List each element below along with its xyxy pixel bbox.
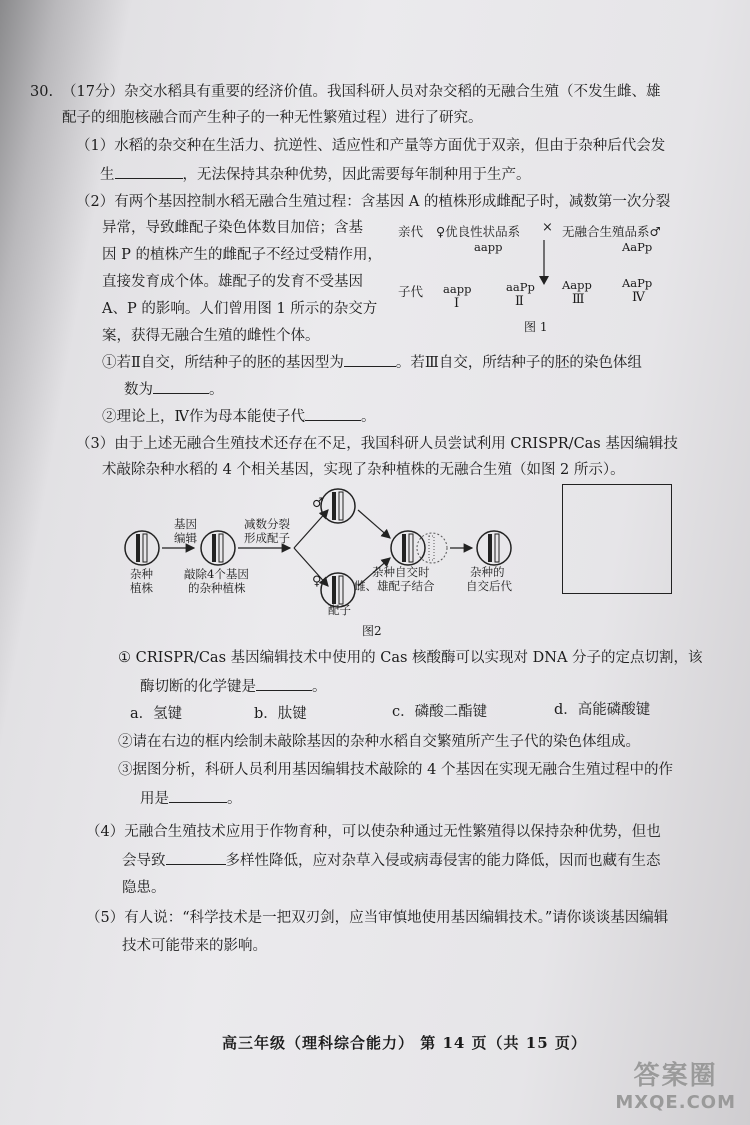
fig1-parent-label: 亲代 [398,224,424,239]
fig1-female-line: ♀优良性状品系 [436,224,521,239]
part5-line-2: 技术可能带来的影响。 [122,938,267,954]
part3-line-2: 术敲除杂种水稻的 4 个相关基因，实现了杂种植株的无融合生殖（如图 2 所示）。 [102,462,625,478]
page-footer: 高三年级（理科综合能力） 第 14 页（共 15 页） [222,1034,587,1052]
option-c: c．磷酸二酯键 [392,704,488,720]
fig2-gene-edit-label-1: 基因 [174,517,197,531]
fig2-hybrid-label-2: 植株 [130,581,153,595]
fig2-knockout-label-1: 敲除4个基因 [184,567,249,581]
site-watermark [615,1055,736,1113]
part2-q2: ②理论上，Ⅳ作为母本能使子代 。 [102,406,376,427]
option-b: b．肽键 [254,706,307,722]
fig2-selfing-label-1: 杂种自交时 [372,565,430,579]
fig2-hybrid-cell [125,531,159,565]
part2-line-4: 直接发育成个体。雄配子的发育不受基因 [102,274,363,290]
part2-q1-line-1: ①若Ⅱ自交，所结种子的胚的基因型为 。若Ⅲ自交，所结种子的胚的染色体组 [102,352,642,373]
fig1-offspring-1-number: Ⅰ [454,296,460,311]
fig1-cross-symbol: × [542,220,553,235]
part5-line-1: （5）有人说：“科学技术是一把双刃剑，应当审慎地使用基因编辑技术。”请你谈谈基因编辑 [86,910,669,926]
fig2-arrow-to-male [294,510,328,548]
part2-line-5: A、P 的影响。人们曾用图 1 所示的杂交方 [102,301,378,317]
fig1-offspring-3-genotype: Aapp [562,278,592,292]
drawing-answer-box[interactable] [562,484,672,594]
fig2-gene-edit-label-2: 编辑 [174,531,197,545]
fig1-caption: 图 1 [524,320,548,334]
fig2-arrow-male-to-zygote [358,510,390,538]
intro-line-1: （17分）杂交水稻具有重要的经济价值。我国科研人员对杂交稻的无融合生殖（不发生雌、雄 [62,84,661,100]
fig2-hybrid-label-1: 杂种 [130,567,153,581]
fig2-meiosis-label-2: 形成配子 [244,531,290,545]
part2-line-3: 因 P 的植株产生的雌配子不经过受精作用， [102,247,382,263]
part1-line-1: （1）水稻的杂交种在生活力、抗逆性、适应性和产量等方面优于双亲，但由于杂种后代会发 [76,138,666,154]
fig1-offspring-4-number: Ⅳ [632,290,645,305]
part4-line-1: （4）无融合生殖技术应用于作物育种，可以使杂种通过无性繁殖得以保持杂种优势，但也 [86,824,661,840]
answer-blank [344,352,396,367]
answer-blank [115,164,183,179]
part3-q2: ②请在右边的框内绘制未敲除基因的杂种水稻自交繁殖所产生子代的染色体组成。 [118,734,640,750]
part4-line-3: 隐患。 [122,880,166,896]
fig1-female-genotype: aapp [474,240,503,254]
answer-blank [169,788,227,803]
part3-q1-line-1: ① CRISPR/Cas 基因编辑技术中使用的 Cas 核酸酶可以实现对 DNA 分子的定点切割，该 [118,650,703,666]
answer-blank [256,676,312,691]
fig2-selfing-label-2: 雌、雄配子结合 [354,579,435,593]
part2-line-1: （2）有两个基因控制水稻无融合生殖过程：含基因 A 的植株形成雌配子时，减数第一次分裂 [76,194,671,210]
fig1-offspring-3-number: Ⅲ [572,292,585,307]
fig2-gamete-label: 配子 [328,603,351,617]
fig2-female-symbol: ♀ [312,574,322,589]
exam-page [22,0,750,1125]
fig1-arrow [537,238,551,286]
fig2-knockout-cell [201,531,235,565]
answer-blank [166,850,226,865]
fig1-male-genotype: AaPp [622,240,653,254]
fig1-offspring-4-genotype: AaPp [622,276,653,290]
fig1-male-line: 无融合生殖品系♂ [562,224,661,239]
part3-q3-line-1: ③据图分析，科研人员利用基因编辑技术敲除的 4 个基因在实现无融合生殖过程中的作 [118,762,673,778]
fig2-arrow-to-female [294,548,328,586]
fig2-caption: 图2 [362,624,382,638]
option-d: d．高能磷酸键 [554,702,651,718]
fig1-offspring-2-number: Ⅱ [515,294,524,309]
fig2-knockout-label-2: 的杂种植株 [188,581,246,595]
fig2-selfing-cell [391,531,447,565]
fig1-offspring-2-genotype: aaPp [506,280,535,294]
fig2-offspring-label-2: 自交后代 [466,579,512,593]
fig1-child-label: 子代 [398,284,424,299]
fig1-offspring-1-genotype: aapp [443,282,472,296]
part1-line-2: 生 ，无法保持其杂种优势，因此需要每年制种用于生产。 [100,164,531,185]
watermark-url: MXQE.COM [615,1092,736,1113]
fig2-male-symbol: ♂ [312,496,324,511]
fig2-meiosis-label-1: 减数分裂 [244,517,290,531]
fig2-male-gamete [321,489,355,523]
option-a: a．氢键 [130,706,183,722]
answer-blank [305,406,361,421]
watermark-logo-text: 答案圈 [633,1061,718,1091]
fig2-offspring-cell [477,531,511,565]
part2-line-6: 案，获得无融合生殖的雌性个体。 [102,328,320,344]
question-number: 30. [30,84,54,100]
answer-blank [153,379,209,394]
part3-q1-line-2: 酶切断的化学键是 。 [140,676,327,697]
part2-q1-line-2: 数为 。 [124,379,224,400]
intro-line-2: 配子的细胞核融合而产生种子的一种无性繁殖过程）进行了研究。 [62,110,483,126]
fig2-offspring-label-1: 杂种的 [470,565,505,579]
part2-line-2: 异常，导致雌配子染色体数目加倍；含基 [102,220,363,236]
part3-line-1: （3）由于上述无融合生殖技术还存在不足，我国科研人员尝试利用 CRISPR/Cas 基因编辑技 [76,436,678,452]
part4-line-2: 会导致 多样性降低，应对杂草入侵或病毒侵害的能力降低，因而也藏有生态 [122,850,661,871]
part3-q3-line-2: 用是 。 [140,788,242,809]
